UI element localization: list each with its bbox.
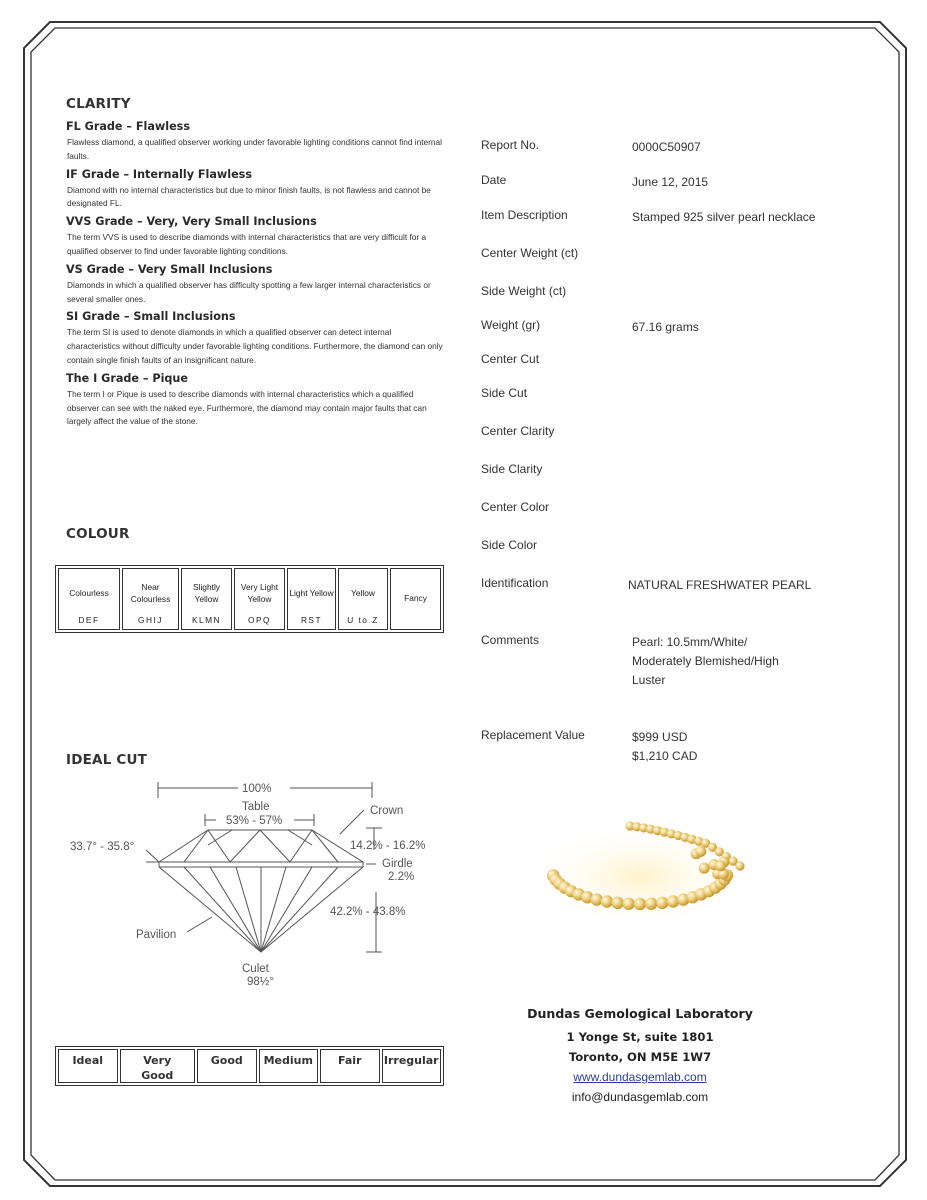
pearl — [699, 863, 710, 874]
clarity-grade-fl — [66, 120, 446, 164]
colour-letters: KLMN — [191, 615, 222, 625]
crown-angle-label: 33.7° - 35.8° — [70, 841, 135, 853]
colour-name: Near Colourless — [130, 581, 171, 604]
crown-height-label: 14.2% - 16.2% — [350, 840, 426, 852]
report-label: Side Weight (ct) — [481, 284, 567, 298]
grade-description: Diamonds in which a qualified observer has difficulty spotting a few larger internal characteristics or several smaller ones. — [67, 279, 431, 304]
grade-title: The I Grade – Pique — [66, 371, 188, 385]
report-label: Side Color — [481, 538, 538, 552]
report-value: 0000C50907 — [632, 140, 701, 154]
colour-letters: GHIJ — [138, 615, 163, 625]
clarity-grade-if — [66, 168, 446, 212]
grade-description: The term I or Pique is used to describe diamonds with internal characteristics which a qualified observer can see with the naked eye. Furthermore, the diamond may contain major faults that can largely affect the value of the stone. — [67, 388, 427, 427]
colour-scale-table — [55, 565, 444, 633]
report-label: Report No. — [481, 138, 540, 152]
colour-name: Very Light Yellow — [240, 581, 279, 604]
report-value-line2: Moderately Blemished/High — [632, 654, 779, 668]
report-value-line3: Luster — [632, 673, 666, 687]
report-label: Weight (gr) — [481, 318, 541, 332]
crown-label: Crown — [370, 805, 404, 817]
colour-letters: OPQ — [248, 615, 271, 625]
colour-title: COLOUR — [66, 526, 130, 542]
pearl — [735, 861, 744, 870]
lab-website-link[interactable]: www.dundasgemlab.com — [573, 1070, 707, 1084]
report-label: Side Clarity — [481, 462, 543, 476]
colour-cell-light-yellow — [287, 568, 336, 630]
colour-letters: DEF — [78, 615, 100, 625]
pearl — [611, 897, 623, 909]
total-width-label: 100% — [242, 783, 272, 795]
ideal-cut-title: IDEAL CUT — [66, 752, 148, 768]
lab-contact — [500, 1004, 780, 1107]
report-label: Item Description — [481, 208, 568, 222]
grade-description: The term VVS is used to describe diamonds with internal characteristics that are very difficult for a qualified observer to find under favorable lighting conditions. — [67, 232, 427, 256]
girdle-value: 2.2% — [388, 871, 415, 883]
clarity-grade-i — [66, 372, 446, 429]
colour-name: Slightly Yellow — [193, 581, 220, 604]
report-label: Side Cut — [481, 386, 528, 400]
table-label: Table — [242, 801, 270, 813]
cut-grade-cell: Fair — [320, 1049, 380, 1083]
report-value: Stamped 925 silver pearl necklace — [632, 210, 816, 224]
pearl — [601, 895, 613, 907]
pearl — [695, 846, 706, 857]
grade-description: Flawless diamond, a qualified observer working under favorable lighting conditions cannot find internal faults. — [67, 137, 442, 161]
colour-name: Fancy — [404, 592, 427, 603]
report-label: Comments — [481, 633, 540, 647]
report-label: Center Color — [481, 500, 550, 514]
cut-grade-table — [55, 1046, 444, 1086]
lab-name: Dundas Gemological Laboratory — [527, 1006, 753, 1021]
grade-title: IF Grade – Internally Flawless — [66, 167, 252, 181]
grade-title: VS Grade – Very Small Inclusions — [66, 262, 273, 276]
pavilion-depth-label: 42.2% - 43.8% — [330, 906, 406, 918]
pearl — [623, 898, 635, 910]
colour-cell-slightly-yellow — [181, 568, 232, 630]
report-value: Pearl: 10.5mm/White/ — [632, 635, 748, 649]
report-value: 67.16 grams — [632, 320, 699, 334]
report-label: Center Clarity — [481, 424, 555, 438]
colour-name: Colourless — [69, 587, 109, 598]
diamond-proportions-diagram — [60, 770, 450, 995]
grade-description: The term SI is used to denote diamonds in which a qualified observer can detect internal characteristics without difficulty under favorable lighting conditions. Furthermore, the diamond can only contain single finish faults of an insignificant nature. — [67, 327, 443, 365]
clarity-section — [66, 96, 446, 429]
lab-address-line1: 1 Yonge St, suite 1801 — [566, 1030, 714, 1044]
cut-grade-cell: Irregular — [382, 1049, 442, 1083]
grade-description: Diamond with no internal characteristics but due to minor finish faults, is not flawless and cannot be designated FL. — [67, 184, 431, 209]
clarity-title: CLARITY — [66, 96, 131, 112]
lab-email: info@dundasgemlab.com — [571, 1090, 709, 1104]
colour-cell-fancy — [390, 568, 441, 630]
cut-grade-cell: Ideal — [58, 1049, 118, 1083]
pearl — [715, 860, 726, 871]
report-label: Replacement Value — [481, 728, 585, 742]
colour-cell-colourless — [58, 568, 120, 630]
report-value-line2: $1,210 CAD — [632, 749, 698, 763]
report-label: Identification — [481, 576, 549, 590]
pearl-necklace-image — [540, 812, 755, 922]
report-value: $999 USD — [632, 730, 688, 744]
clarity-grade-vs — [66, 263, 446, 307]
culet-value: 98½° — [247, 976, 274, 988]
cut-grade-cell: Good — [197, 1049, 257, 1083]
report-label: Date — [481, 173, 507, 187]
pearl — [656, 897, 668, 909]
cut-grade-cell: Very Good — [120, 1049, 196, 1083]
grade-title: VVS Grade – Very, Very Small Inclusions — [66, 215, 317, 229]
colour-name: Light Yellow — [289, 587, 334, 598]
colour-letters: RST — [300, 615, 323, 625]
cut-grade-cell: Medium — [259, 1049, 319, 1083]
report-value: June 12, 2015 — [632, 175, 709, 189]
table-range-label: 53% - 57% — [226, 815, 283, 827]
report-label: Center Weight (ct) — [481, 246, 579, 260]
colour-name: Yellow — [351, 587, 375, 598]
pavilion-label: Pavilion — [136, 929, 177, 941]
colour-cell-very-light-yellow — [234, 568, 285, 630]
colour-cell-yellow — [338, 568, 388, 630]
grade-title: SI Grade – Small Inclusions — [66, 310, 236, 324]
culet-label: Culet — [242, 963, 269, 975]
report-value: NATURAL FRESHWATER PEARL — [628, 578, 812, 592]
pearl — [634, 898, 646, 910]
report-label: Center Cut — [481, 352, 540, 366]
grade-title: FL Grade – Flawless — [66, 120, 190, 133]
lab-address-line2: Toronto, ON M5E 1W7 — [568, 1050, 712, 1064]
pearl — [645, 898, 657, 910]
clarity-grade-si — [66, 310, 446, 367]
colour-letters: U to Z — [347, 615, 379, 625]
colour-cell-near-colourless — [122, 568, 179, 630]
clarity-grade-vvs — [66, 215, 446, 259]
girdle-label: Girdle — [382, 858, 413, 870]
